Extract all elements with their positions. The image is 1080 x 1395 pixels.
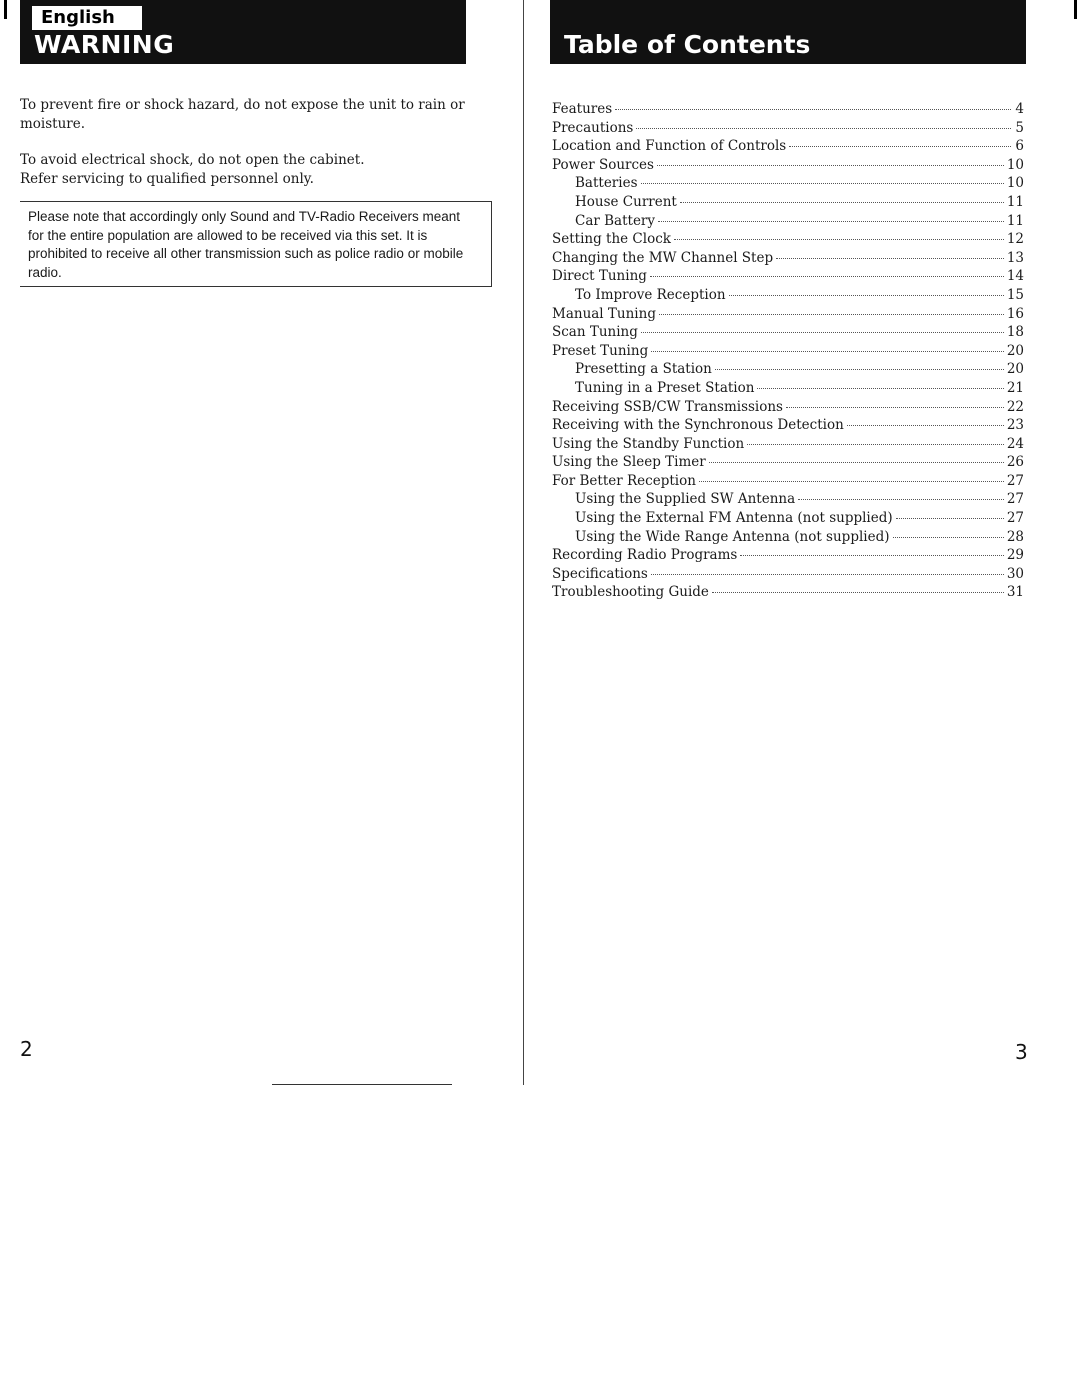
toc-entry-title: House Current bbox=[575, 193, 677, 210]
toc-entry-page: 30 bbox=[1006, 565, 1024, 582]
toc-entry-title: Recording Radio Programs bbox=[552, 547, 738, 564]
binding-mark-right bbox=[1074, 0, 1077, 19]
toc-dot-leader bbox=[896, 517, 1004, 519]
toc-dot-leader bbox=[659, 313, 1004, 315]
toc-dot-leader bbox=[740, 554, 1003, 556]
toc-entry-page: 13 bbox=[1006, 249, 1024, 266]
toc-entry-page: 16 bbox=[1006, 305, 1024, 322]
toc-entry-page: 28 bbox=[1006, 528, 1024, 545]
toc-entry-title: Using the Standby Function bbox=[552, 435, 745, 452]
toc-entry-title: Tuning in a Preset Station bbox=[575, 379, 755, 396]
toc-dot-leader bbox=[776, 257, 1004, 259]
toc-dot-leader bbox=[657, 164, 1004, 166]
toc-entry bbox=[552, 100, 1024, 119]
toc-entry bbox=[552, 398, 1024, 417]
toc-entry bbox=[552, 453, 1024, 472]
toc-entry-title: Batteries bbox=[575, 175, 638, 192]
page-number-right: 3 bbox=[1015, 1040, 1028, 1064]
toc-entry-title: Using the Supplied SW Antenna bbox=[575, 491, 796, 508]
toc-dot-leader bbox=[674, 238, 1004, 240]
toc-header bbox=[550, 0, 1026, 64]
toc-dot-leader bbox=[847, 424, 1004, 426]
toc-entry-title: Troubleshooting Guide bbox=[552, 584, 709, 601]
toc-entry-page: 20 bbox=[1006, 361, 1024, 378]
toc-entry-page: 26 bbox=[1006, 454, 1024, 471]
toc-entry-title: Scan Tuning bbox=[552, 324, 638, 341]
warning-title: WARNING bbox=[34, 30, 175, 59]
toc-dot-leader bbox=[641, 331, 1004, 333]
toc-entry-page: 10 bbox=[1006, 175, 1024, 192]
toc-dot-leader bbox=[651, 350, 1004, 352]
reception-notice-text: Please note that accordingly only Sound and TV-Radio Receivers meant for the entire population are allowed to be received via this set. It is prohibited to receive all other transmission such as police radio or mobile radio. bbox=[28, 209, 464, 280]
toc-dot-leader bbox=[615, 108, 1011, 110]
toc-entry-page: 27 bbox=[1006, 491, 1024, 508]
toc-entry bbox=[552, 472, 1024, 491]
toc-entry-page: 15 bbox=[1006, 286, 1024, 303]
toc-entry-page: 14 bbox=[1006, 268, 1024, 285]
toc-entry bbox=[552, 416, 1024, 435]
toc-entry-title: For Better Reception bbox=[552, 472, 696, 489]
toc-dot-leader bbox=[786, 406, 1004, 408]
toc-entry bbox=[552, 249, 1024, 268]
toc-dot-leader bbox=[650, 275, 1004, 277]
toc-entry-title: Presetting a Station bbox=[575, 361, 712, 378]
toc-entry-page: 4 bbox=[1015, 101, 1024, 117]
toc-entry-page: 21 bbox=[1006, 379, 1024, 396]
toc-entry-page: 11 bbox=[1006, 212, 1024, 229]
warning-header bbox=[20, 0, 466, 64]
binding-mark-left bbox=[4, 0, 7, 19]
toc-entry bbox=[552, 342, 1024, 361]
toc-entry bbox=[552, 156, 1024, 175]
toc-entry bbox=[552, 212, 1024, 231]
toc-dot-leader bbox=[636, 127, 1011, 129]
page-number-left: 2 bbox=[20, 1037, 33, 1061]
page-divider bbox=[523, 0, 524, 1085]
toc-dot-leader bbox=[747, 443, 1004, 445]
toc-entry-title: Setting the Clock bbox=[552, 231, 671, 248]
reception-notice-box bbox=[20, 201, 492, 287]
toc-entry bbox=[552, 267, 1024, 286]
toc-entry bbox=[552, 230, 1024, 249]
toc-title: Table of Contents bbox=[564, 30, 811, 59]
toc-dot-leader bbox=[641, 182, 1004, 184]
toc-dot-leader bbox=[757, 387, 1003, 389]
toc-entry bbox=[552, 286, 1024, 305]
toc-entry-page: 22 bbox=[1006, 398, 1024, 415]
toc-dot-leader bbox=[715, 368, 1004, 370]
toc-entry bbox=[552, 565, 1024, 584]
toc-entry-title: Receiving with the Synchronous Detection bbox=[552, 417, 844, 434]
toc-entry-title: To Improve Reception bbox=[575, 286, 726, 303]
toc-dot-leader bbox=[658, 220, 1004, 222]
toc-entry bbox=[552, 174, 1024, 193]
warning-shock-line-2: Refer servicing to qualified personnel only. bbox=[20, 171, 314, 187]
toc-entry-page: 6 bbox=[1015, 138, 1024, 155]
toc-entry-page: 27 bbox=[1006, 510, 1024, 527]
toc-entry bbox=[552, 360, 1024, 379]
toc-entry-page: 31 bbox=[1006, 584, 1024, 601]
toc-dot-leader bbox=[680, 201, 1004, 203]
toc-entry-page: 11 bbox=[1006, 193, 1024, 210]
warning-shock-line-1: To avoid electrical shock, do not open the cabinet. bbox=[20, 152, 365, 168]
toc-entry-title: Using the External FM Antenna (not supplied) bbox=[575, 510, 893, 527]
toc-dot-leader bbox=[712, 591, 1004, 593]
toc-entry-title: Location and Function of Controls bbox=[552, 138, 787, 155]
toc-entry-title: Specifications bbox=[552, 565, 648, 582]
toc-entry-page: 27 bbox=[1006, 472, 1024, 489]
toc-entry-title: Receiving SSB/CW Transmissions bbox=[552, 398, 783, 415]
toc-dot-leader bbox=[789, 145, 1011, 147]
toc-entry bbox=[552, 546, 1024, 565]
toc-entry-page: 20 bbox=[1006, 342, 1024, 359]
toc-entry-title: Changing the MW Channel Step bbox=[552, 249, 774, 266]
toc-entry bbox=[552, 193, 1024, 212]
toc-list bbox=[552, 100, 1024, 602]
scan-artifact-line bbox=[272, 1084, 452, 1085]
toc-entry bbox=[552, 509, 1024, 528]
toc-dot-leader bbox=[798, 498, 1004, 500]
toc-entry-title: Power Sources bbox=[552, 156, 654, 173]
toc-entry bbox=[552, 528, 1024, 547]
toc-dot-leader bbox=[699, 480, 1004, 482]
toc-entry-title: Preset Tuning bbox=[552, 342, 649, 359]
toc-entry bbox=[552, 323, 1024, 342]
toc-dot-leader bbox=[893, 536, 1004, 538]
toc-entry-page: 18 bbox=[1006, 324, 1024, 341]
toc-entry bbox=[552, 305, 1024, 324]
toc-entry-page: 5 bbox=[1015, 119, 1024, 136]
toc-dot-leader bbox=[709, 461, 1004, 463]
toc-entry bbox=[552, 435, 1024, 454]
toc-entry bbox=[552, 119, 1024, 138]
toc-entry-page: 12 bbox=[1006, 231, 1024, 248]
toc-entry bbox=[552, 137, 1024, 156]
toc-entry bbox=[552, 583, 1024, 602]
toc-entry-title: Car Battery bbox=[575, 212, 656, 229]
toc-entry-page: 29 bbox=[1006, 547, 1024, 564]
toc-entry-title: Features bbox=[552, 101, 613, 117]
toc-entry bbox=[552, 379, 1024, 398]
toc-entry-page: 24 bbox=[1006, 435, 1024, 452]
toc-entry-title: Using the Wide Range Antenna (not supplied) bbox=[575, 528, 890, 545]
toc-dot-leader bbox=[729, 294, 1004, 296]
toc-entry-title: Direct Tuning bbox=[552, 268, 647, 285]
toc-entry-title: Precautions bbox=[552, 119, 634, 136]
language-tab: English bbox=[32, 6, 142, 30]
warning-paragraph-fire: To prevent fire or shock hazard, do not expose the unit to rain or moisture. bbox=[20, 97, 465, 132]
toc-entry-page: 10 bbox=[1006, 156, 1024, 173]
toc-entry-title: Manual Tuning bbox=[552, 305, 656, 322]
toc-dot-leader bbox=[651, 573, 1004, 575]
toc-entry-page: 23 bbox=[1006, 417, 1024, 434]
warning-paragraph-shock bbox=[20, 151, 470, 189]
toc-entry-title: Using the Sleep Timer bbox=[552, 454, 706, 471]
toc-entry bbox=[552, 490, 1024, 509]
